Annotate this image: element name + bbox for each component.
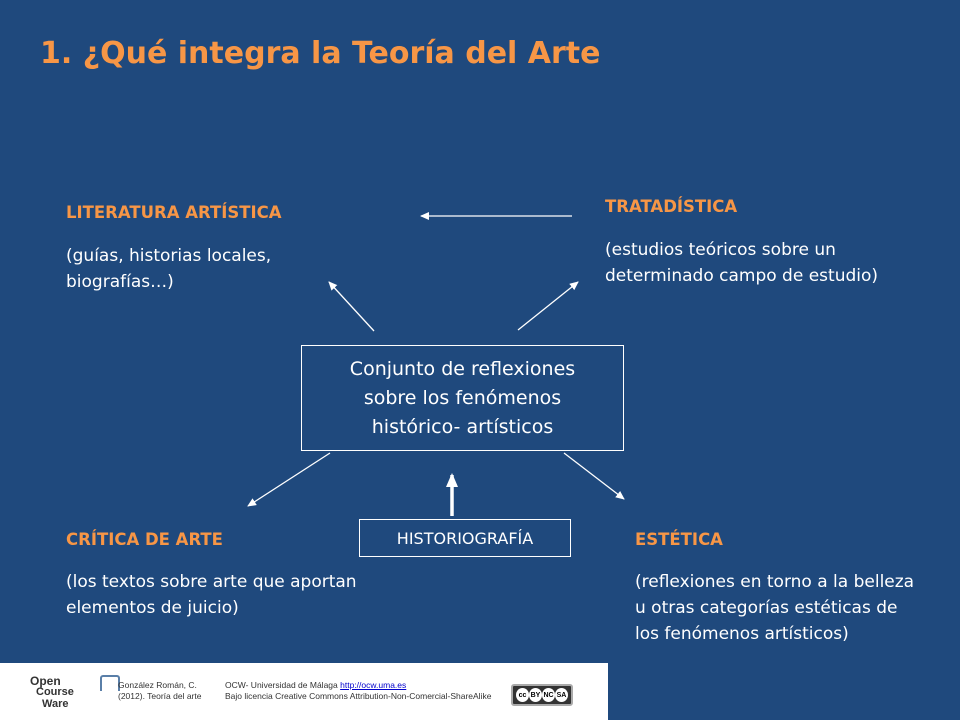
footer-bar (0, 663, 608, 720)
slide-title: 1. ¿Qué integra la Teoría del Arte (40, 36, 601, 71)
arrow-center-to-tratadistica (518, 282, 578, 330)
arrow-center-to-estetica (564, 453, 624, 499)
literatura-heading: LITERATURA ARTÍSTICA (66, 203, 282, 222)
citation: González Román, C. (2012). Teoría del arte (118, 680, 202, 701)
arrow-center-to-critica (248, 453, 330, 506)
historiografia-label: HISTORIOGRAFÍA (396, 528, 534, 548)
cc-license-badge[interactable] (511, 684, 573, 706)
center-concept-text: Conjunto de reflexiones sobre los fenómenos histórico- artísticos (349, 357, 576, 438)
estetica-heading: ESTÉTICA (635, 530, 723, 549)
cc-icon: cc (516, 688, 529, 702)
tratadistica-desc: (estudios teóricos sobre un determinado campo de estudio) (605, 240, 879, 286)
estetica-desc: (reflexiones en torno a la belleza u otras categorías estéticas de los fenómenos artísticos) (635, 572, 915, 644)
critica-desc: (los textos sobre arte que aportan elementos de juicio) (66, 572, 357, 618)
tratadistica-heading: TRATADÍSTICA (605, 197, 738, 216)
sa-icon: SA (555, 688, 568, 702)
literatura-desc: (guías, historias locales, biografías…) (66, 246, 272, 292)
uma-logo-icon (100, 675, 120, 691)
license-info: OCW- Universidad de Málaga http://ocw.uma.es Bajo licencia Creative Commons Attribution-Non-Comercial-ShareAlike (225, 680, 492, 701)
critica-heading: CRÍTICA DE ARTE (66, 530, 223, 549)
arrow-center-to-literatura (329, 282, 374, 331)
ocw-logo: Open Course Ware (30, 673, 100, 715)
ocw-link[interactable]: http://ocw.uma.es (340, 680, 407, 690)
by-icon: BY (529, 688, 542, 702)
nc-icon: NC (542, 688, 555, 702)
